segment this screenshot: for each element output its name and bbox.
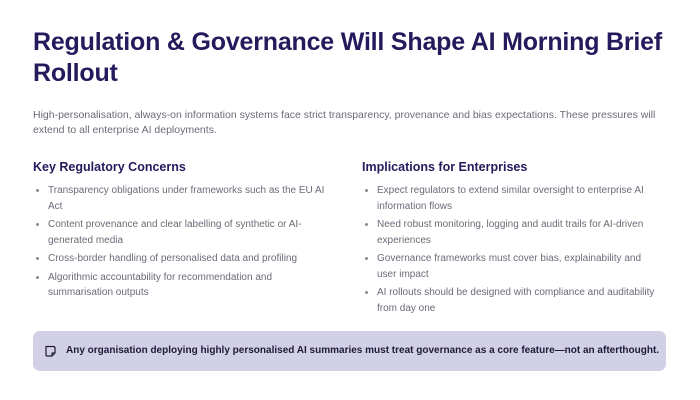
- list-item-text: Expect regulators to extend similar oversight to enterprise AI information flows: [377, 185, 644, 212]
- implications-list: [362, 183, 662, 316]
- list-item: [33, 217, 333, 248]
- list-item-text: Need robust monitoring, logging and audit trails for AI-driven experiences: [377, 219, 644, 246]
- note-icon: [44, 345, 57, 358]
- list-item: [33, 183, 333, 214]
- list-item-text: Governance frameworks must cover bias, explainability and user impact: [377, 253, 642, 280]
- list-item-text: Transparency obligations under frameworks such as the EU AI Act: [48, 185, 325, 212]
- concerns-list: [33, 183, 333, 301]
- bullet-icon: [36, 223, 39, 226]
- page-title: Regulation & Governance Will Shape AI Morning Brief Rollout: [33, 28, 662, 87]
- list-item-text: Cross-border handling of personalised data and profiling: [48, 253, 298, 264]
- bullet-icon: [365, 223, 368, 226]
- list-item-text: Content provenance and clear labelling of synthetic or AI-generated media: [48, 219, 302, 246]
- list-item: [33, 270, 333, 301]
- list-item: [362, 251, 662, 282]
- section-heading: Key Regulatory Concerns: [33, 160, 186, 174]
- bullet-icon: [365, 189, 368, 192]
- list-item-text: Algorithmic accountability for recommendation and summarisation outputs: [48, 271, 272, 298]
- list-item-text: AI rollouts should be designed with compliance and auditability from day one: [377, 287, 655, 314]
- bullet-icon: [365, 291, 368, 294]
- callout-text: Any organisation deploying highly personalised AI summaries must treat governance as a core feature—not an afterthought.: [66, 345, 660, 356]
- bullet-icon: [36, 189, 39, 192]
- list-item: [362, 183, 662, 214]
- section-heading: Implications for Enterprises: [362, 160, 528, 174]
- bullet-icon: [365, 257, 368, 260]
- key-regulatory-concerns-section: [33, 159, 333, 304]
- list-item: [362, 285, 662, 316]
- bullet-icon: [36, 276, 39, 279]
- governance-callout: [33, 331, 666, 371]
- intro-paragraph: High-personalisation, always-on information systems face strict transparency, provenance and bias expectations. These pressures will extend to all enterprise AI deployments.: [33, 109, 656, 136]
- list-item: [33, 251, 333, 267]
- implications-for-enterprises-section: [362, 159, 662, 319]
- list-item: [362, 217, 662, 248]
- bullet-icon: [36, 257, 39, 260]
